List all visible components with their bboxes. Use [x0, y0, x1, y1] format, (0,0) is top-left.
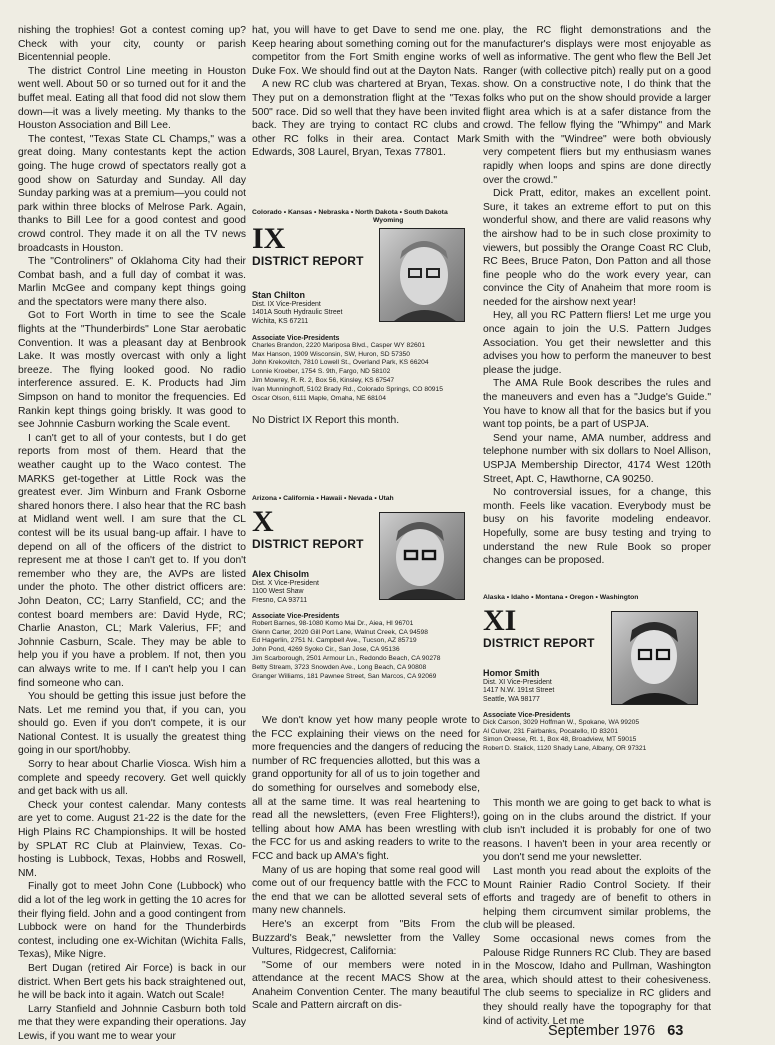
paragraph: This month we are going to get back to what is going on in the clubs around the district. If your club isn't included it is probably for one of two reasons. I haven't been in your area recently or you don't send me your newsletter. [483, 798, 711, 864]
assoc-vp: Dick Carson, 3029 Hoffman W., Spokane, WA 99205 [483, 718, 640, 726]
paragraph: No controversial issues, for a change, this month. Feels like vacation. Everybody must be busy on his favorite modeling endeavor. Hopefully, some are busy testing and trying to understand the new Rule Book so proper changes can be proposed. [483, 487, 711, 567]
vice-president-name: Stan Chilton [252, 290, 305, 300]
district-numeral: XI [483, 604, 517, 637]
paragraph: nishing the trophies! Got a contest coming up? Check with your city, county or parish Bicentennial people. [18, 25, 246, 64]
assoc-vp: John Krekovitch, 7810 Lowell St., Overland Park, KS 66204 [252, 359, 429, 367]
assoc-vp: John Pond, 4269 Syoko Cir., San Jose, CA 95136 [252, 646, 400, 654]
vp-address-line: Dist. XI Vice-President [483, 679, 552, 686]
vice-president-name: Homor Smith [483, 668, 540, 678]
vp-address-line: Wichita, KS 67211 [252, 317, 309, 325]
paragraph: Dick Pratt, editor, makes an excellent point. Sure, it takes an extreme effort to put on this wonderful show, and there are valid reasons why the airshow had to be in such close proximity to viewers, but possibly the Orange Coast RC Club, RC Bees, Bruce Paton, Don Patton and all those fine people who do the work every year, can convince the City of Anaheim that more room is needed for the airshow next year! [483, 188, 711, 308]
paragraph: Send your name, AMA number, address and telephone number with six dollars to Noel Allison, USPJA Membership Director, 4174 West 120th Street, Apt. C, Hawthorne, CA 90250. [483, 432, 711, 485]
assoc-vp: Ivan Munninghoff, 5102 Brady Rd., Colorado Springs, CO 80915 [252, 385, 443, 393]
portrait-icon [612, 612, 697, 704]
assoc-vp: Robert D. Stalick, 1120 Shady Lane, Albany, OR 97321 [483, 745, 647, 753]
paragraph: Some occasional news comes from the Palouse Ridge Runners RC Club. They are based in the Moscow, Idaho and Pullman, Washington area, which should attest to their cohesiveness. The club seems to specialize in RC gliders and they should really have the topography for that kind of activity. Let me [483, 933, 711, 1027]
paragraph: Bert Dugan (retired Air Force) is back in our district. When Bert gets his back straightened out, he will be back into it again. Watch out Scale! [18, 962, 246, 1002]
assoc-vp: Jim Mowrey, R. R. 2, Box 56, Kinsley, KS 67547 [252, 377, 395, 385]
paragraph: I can't get to all of your contests, but I do get reports from most of them. Heard that the weather caught up to the Waco contest. The MARKS get-together at Little Rock was the greatest ever. Jim Winburn and Frank Osborne shared honors there. I also hear that the RC bash at Midland went well. I am sure that the CL contest will be its usual bang-up affair. I have to depend on all of the officers of the district to represent me at those I can't get to. If you don't remember who they are, the AVPs are listed under the photo. The other district officers are: John Deaton, CC; Larry Stanfield, CC; and the contest board members are: David Hyde, RC; Charlie Anaston, CL; Mark Valerius, FF; and Johnnie Casburn, Scale. They may be able to help you if you have a problem. If not, then you can always write to me. If I can't help you I can find someone who can. [18, 432, 246, 689]
column-1 [18, 24, 246, 1044]
assoc-vp: Robert Barnes, 98-1080 Komo Mai Dr., Aiea, HI 96701 [252, 619, 414, 627]
assoc-vp: Max Hanson, 1909 Wisconsin, SW, Huron, SD 57350 [252, 350, 410, 358]
paragraph: Got to Fort Worth in time to see the Scale flights at the "Thunderbirds" Lone Star aerobatic Convention. It was a pleasant day at Benbrook Lake. It was mostly overcast with only a light breeze. The flying looked good. No radio interference assured. E. K. Products had Jim Simpson on hand to monitor the frequencies. Ed Rankin kept things going briskly. It was good to see Johnnie Casburn working the Scale event. [18, 310, 246, 431]
assoc-vp: Oscar Olson, 6111 Maple, Omaha, NE 68104 [252, 394, 386, 402]
page-footer [548, 1023, 683, 1039]
district-numeral: IX [252, 222, 286, 255]
paragraph: You should be getting this issue just before the Nats. Let me remind you that, if you can, you should go. Even if you don't compete, it is our National Contest. It is usually the greatest thing going in our sport/hobby. [18, 691, 246, 757]
paragraph: Last month you read about the exploits of the Mount Rainier Radio Control Society. If their efforts and tragedy are of benefit to others in helping them circumvent similar problems, the club will be pleased. [483, 865, 711, 932]
vp-portrait-photo [379, 228, 465, 322]
paragraph: play, the RC flight demonstrations and the manufacturer's displays were most enjoyable as well as informative. The gent who flew the Bell Jet Ranger (with collective pitch) really put on a good show. On a constructive note, I do think that the folks who put on the show should provide a larger flight area which is at a safer distance from the crowd. The fellow flying the "Whimpy" and Mark Smith with the "Windree" were both obviously very competent fliers but my enthusiasm wanes rapidly when loops and spins are done directly over the crowd." [483, 25, 711, 186]
assoc-vp: Betty Stream, 3723 Snowden Ave., Long Beach, CA 90808 [252, 663, 427, 671]
district-title: DISTRICT REPORT [252, 537, 364, 551]
assoc-vp: Jim Scarborough, 2501 Armour Ln., Redondo Beach, CA 90278 [252, 655, 441, 663]
paragraph: A new RC club was chartered at Bryan, Texas. They put on a demonstration flight at the "Texas 500" race. Did so well that they have been invited back. They are trying to contact RC clubs and other RC folks in their area. Contact Mark Edwards, 308 Laurel, Bryan, Texas 77801. [252, 79, 480, 159]
paragraph: Sorry to hear about Charlie Viosca. Wish him a complete and speedy recovery. Get well quickly and get back with us all. [18, 759, 246, 798]
district-states: Wyoming [373, 217, 404, 224]
assoc-vp: Al Culver, 231 Fairbanks, Pocatello, ID 83201 [483, 727, 618, 735]
paragraph: Check your contest calendar. Many contests are yet to come. August 21-22 is the date for the High Plains RC Championships. It will be hosted by SPLAT RC Club at Plainview, Texas. Co-hosting is Lubbock, Texas, Hobbs and Roswell, NM. [18, 799, 246, 879]
paragraph: "Some of our members were noted in attendance at the recent MACS Show at the Anaheim Convention Center. The many beautiful Scale and Pattern aircraft on dis- [252, 959, 480, 1012]
assoc-vp: Charles Brandon, 2220 Mariposa Blvd., Casper WY 82601 [252, 341, 426, 349]
assoc-heading: Associate Vice-Presidents [252, 612, 340, 620]
column-2-bottom [252, 714, 480, 1013]
paragraph: Here's an excerpt from "Bits From the Buzzard's Beak," newsletter from the Valley Vultures, Ridgecrest, California: [252, 918, 480, 958]
vice-president-name: Alex Chisolm [252, 569, 310, 579]
paragraph: hat, you will have to get Dave to send me one. Keep hearing about something coming out for the competitor from the Fort Smith engine works of Duke Fox. We should find out at the Dayton Nats. [252, 25, 480, 77]
district-states: Arizona • California • Hawaii • Nevada • Utah [252, 495, 394, 502]
paragraph: Larry Stanfield and Johnnie Casburn both told me that they were expanding their operations. Jay Lewis, if you want me to wear your [18, 1003, 246, 1042]
paragraph: The contest, "Texas State CL Champs," was a great doing. Many contestants kept the action going. The huge crowd of spectators really got a good show on Saturday and Sunday. All day Sunday parking was at a premium—you could not park within three blocks of Melrose Park. Again, thanks to Bill Lee for a good contest and good crowd control. They made it on all the TV news broadcasts in Houston. [18, 133, 246, 254]
vp-address-line: Fresno, CA 93711 [252, 596, 308, 604]
paragraph: The AMA Rule Book describes the rules and the maneuvers and even has a "Judge's Guide." You have to know all that for the basics but if you want top points, be a part of USPJA. [483, 378, 711, 431]
paragraph: The district Control Line meeting in Houston went well. About 50 or so turned out for it and the buffet meal. Eating all that food did not slow them down—it was a lively meeting. My thanks to the Houston Association and Bill Lee. [18, 65, 246, 132]
assoc-vp: Simon Oreese, Rt. 1, Box 48, Broadview, MT 59015 [483, 736, 637, 744]
assoc-vp: Glenn Carter, 2020 Gill Port Lane, Walnut Creek, CA 94598 [252, 628, 428, 636]
portrait-icon [380, 229, 464, 321]
vp-address-line: 1100 West Shaw [252, 588, 304, 596]
assoc-vp: Ed Hagerlin, 2751 N. Campbell Ave., Tucson, AZ 85719 [252, 637, 417, 645]
column-3-top [483, 24, 711, 568]
vp-portrait-photo [379, 512, 465, 600]
vp-address-line: Dist. X Vice-President [252, 580, 319, 587]
portrait-icon [380, 513, 464, 599]
vp-address-line: Dist. IX Vice-President [252, 301, 321, 308]
paragraph: Hey, all you RC Pattern fliers! Let me urge you once again to join the U.S. Pattern Judges Association. You get their newsletter and this advises you how to perform the maneuver to best please the judge. [483, 310, 711, 376]
assoc-vp: Lonnie Kroeber, 1754 S. 9th, Fargo, ND 58102 [252, 368, 391, 376]
paragraph: The "Controliners" of Oklahoma City had their Combat bash, and a full day of combat it was. Marlin McGee and company kept things going and the spectators were many there also. [18, 256, 246, 308]
district-states: Colorado • Kansas • Nebraska • North Dakota • South Dakota [252, 209, 448, 216]
district-numeral: X [252, 505, 274, 538]
column-3-bottom [483, 797, 711, 1028]
assoc-vp: Granger Williams, 181 Pawnee Street, San Marcos, CA 92069 [252, 672, 437, 680]
assoc-heading: Associate Vice-Presidents [483, 711, 571, 719]
vp-address-line: 1417 N.W. 191st Street [483, 687, 555, 695]
page-number: 63 [667, 1023, 684, 1039]
vp-address-line: Seattle, WA 98177 [483, 695, 540, 703]
issue-date: September 1976 [548, 1023, 656, 1039]
district-note: No District IX Report this month. [252, 415, 400, 427]
district-title: DISTRICT REPORT [483, 636, 595, 650]
assoc-heading: Associate Vice-Presidents [252, 334, 340, 342]
vp-address-line: 1401A South Hydraulic Street [252, 309, 343, 317]
vp-portrait-photo [611, 611, 698, 705]
district-states: Alaska • Idaho • Montana • Oregon • Washington [483, 594, 639, 601]
column-2-top [252, 24, 480, 160]
paragraph: Many of us are hoping that some real good will come out of our frequency battle with the FCC to the end that we can be allotted several sets of many new channels. [252, 864, 480, 917]
paragraph: We don't know yet how many people wrote to the FCC explaining their views on the need for more frequencies and the dangers of reducing the number of RC frequencies allotted, but this was a grand opportunity for all of us to join together and do something for ourselves and somebody else, all at the same time. It was real heartening to read all the newsletters, (even Free Flighters!), telling about how AMA has been wrestling with the FCC for us and asking readers to write to the FCC and back up AMA's fight. [252, 715, 480, 862]
district-title: DISTRICT REPORT [252, 254, 364, 268]
paragraph: Finally got to meet John Cone (Lubbock) who did a lot of the leg work in getting the 10 acres for their flying field. John and a good contingent from Lubbock were on hand for the Thunderbirds contest, including one ex-Wichitan (Wichita Falls, Texas), Mike Nigre. [18, 881, 246, 961]
